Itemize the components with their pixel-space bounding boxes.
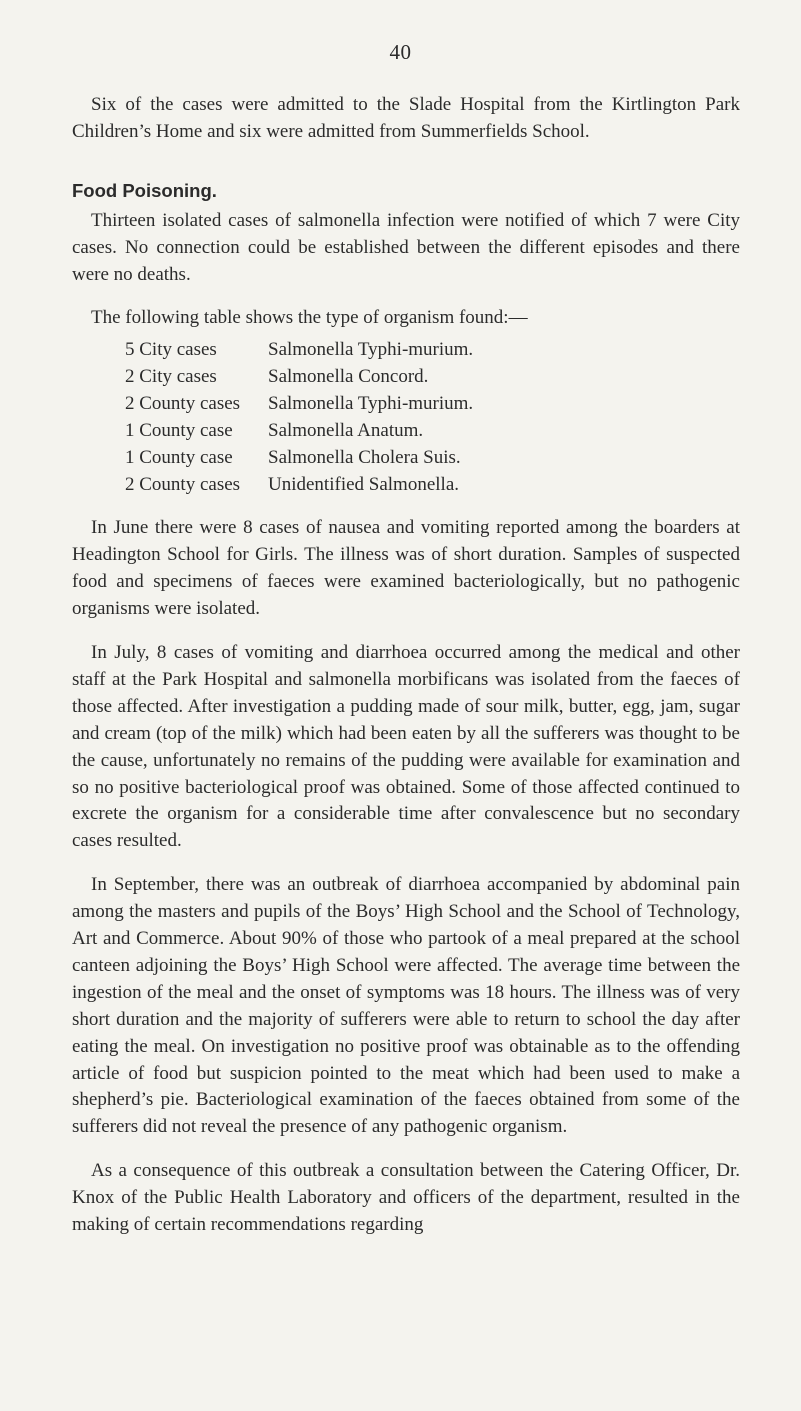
table-row <box>125 471 740 498</box>
table-cell-cases: 5 City cases <box>125 339 217 361</box>
table-row <box>125 363 740 390</box>
paragraph-july-outbreak: In July, 8 cases of vomiting and diarrhoea occurred among the medical and other staff at the Park Hospital and salmonella morbificans was isolated from the faeces of those affected. After investigation a pudding made of sour milk, butter, egg, jam, sugar and cream (top of the milk) which had been eaten by all the sufferers was thought to be the cause, unfortunately no remains of the pudding were available for examination and so no positive bacteriological proof was obtained. Some of those affected continued to excrete the organism for a considerable time after convalescence but no secondary cases resulted. <box>72 641 740 852</box>
paragraph-thirteen-cases: Thirteen isolated cases of salmonella infection were notified of which 7 were City cases. No connection could be established between the different episodes and there were no deaths. <box>72 209 740 285</box>
table-cell-cases: 2 County cases <box>125 474 241 496</box>
table-cell-organism: Salmonella Typhi-murium. <box>268 393 474 415</box>
table-cell-cases: 2 County cases <box>125 393 241 415</box>
table-row <box>125 336 740 363</box>
table-cell-organism: Unidentified Salmonella. <box>268 474 460 496</box>
table-cell-cases: 2 City cases <box>125 366 217 388</box>
table-row <box>125 390 740 417</box>
table-cell-organism: Salmonella Anatum. <box>268 420 424 442</box>
table-cell-cases: 1 County case <box>125 420 233 442</box>
table-row <box>125 417 740 444</box>
organism-table <box>125 336 740 498</box>
table-cell-organism: Salmonella Cholera Suis. <box>268 447 461 469</box>
paragraph-intro: Six of the cases were admitted to the Slade Hospital from the Kirtlington Park Children’s Home and six were admitted from Summerfields School. <box>72 94 740 142</box>
paragraph-september-outbreak: In September, there was an outbreak of diarrhoea accompanied by abdominal pain among the masters and pupils of the Boys’ High School and the School of Technology, Art and Commerce. About 90% of those who partook of a meal prepared at the school canteen adjoining the Boys’ High School were affected. The average time between the ingestion of the meal and the onset of symptoms was 18 hours. The illness was of very short duration and the majority of sufferers were able to return to school the day after eating the meal. On investigation no positive proof was obtainable as to the offending article of food but suspicion pointed to the meat which had been used to make a shepherd’s pie. Bacteriological examination of the faeces obtained from some of the sufferers did not reveal the presence of any pathogenic organism. <box>72 874 740 1138</box>
table-cell-organism: Salmonella Typhi-murium. <box>268 339 474 361</box>
page-content <box>72 92 740 1239</box>
paragraph-june-outbreak: In June there were 8 cases of nausea and vomiting reported among the boarders at Headington School for Girls. The illness was of short duration. Samples of suspected food and specimens of faeces were examined bacteriologically, but no pathogenic organisms were isolated. <box>72 517 740 620</box>
paragraph-table-intro: The following table shows the type of organism found:— <box>91 307 528 329</box>
table-cell-organism: Salmonella Concord. <box>268 366 429 388</box>
table-row <box>125 444 740 471</box>
section-heading-food-poisoning: Food Poisoning. <box>72 179 217 201</box>
page-number: 40 <box>389 40 412 64</box>
paragraph-consequence: As a consequence of this outbreak a consultation between the Catering Officer, Dr. Knox of the Public Health Laboratory and officers of the department, resulted in the making of certain recommendations regarding <box>72 1160 740 1236</box>
table-cell-cases: 1 County case <box>125 447 233 469</box>
